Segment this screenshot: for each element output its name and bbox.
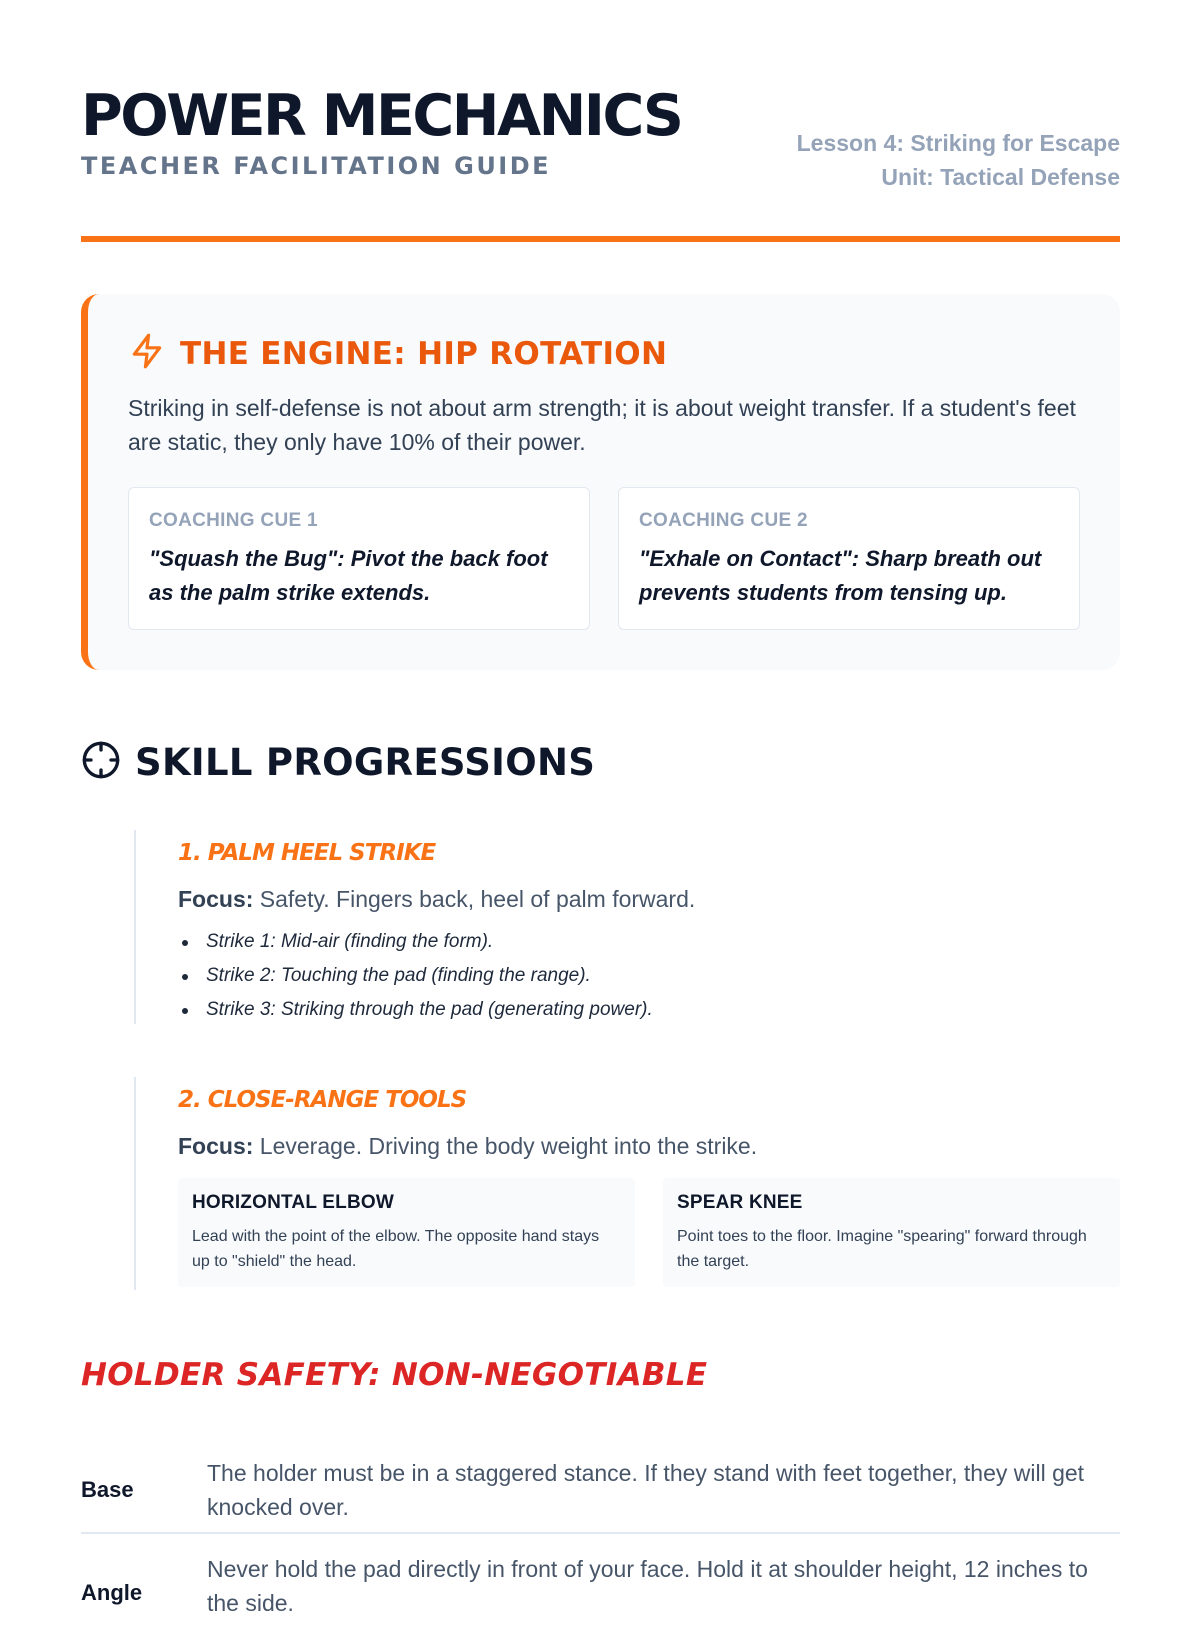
- progression-palm-heel: [134, 830, 1120, 1024]
- lesson-meta: [797, 126, 1120, 194]
- strike-steps: [178, 925, 1120, 1027]
- engine-description: Striking in self-defense is not about arm strength; it is about weight transfer. If a student's feet are static, they only have 10% of their power.: [128, 395, 1076, 455]
- progression-focus: [178, 1133, 1120, 1160]
- progression-focus: [178, 886, 1120, 913]
- safety-row-text: The holder must be in a staggered stance. If they stand with feet together, they will get knocked over.: [207, 1460, 1085, 1520]
- skill-progressions-title: SKILL PROGRESSIONS: [135, 741, 596, 784]
- progression-close-range: [134, 1077, 1120, 1290]
- holder-safety-title: HOLDER SAFETY: NON-NEGOTIABLE: [81, 1357, 708, 1393]
- cue-text: "Squash the Bug": Pivot the back foot as the palm strike extends.: [149, 546, 548, 605]
- page-subtitle: TEACHER FACILITATION GUIDE: [81, 152, 552, 180]
- focus-label: Focus:: [178, 886, 254, 912]
- lightning-bolt-icon: [128, 332, 166, 375]
- coaching-cue-card: [128, 487, 590, 630]
- engine-heading: [128, 332, 1080, 375]
- list-item: Strike 2: Touching the pad (finding the range).: [178, 959, 1120, 993]
- progression-title: 2. CLOSE-RANGE TOOLS: [178, 1087, 467, 1113]
- engine-card: [81, 294, 1120, 670]
- cue-text: "Exhale on Contact": Sharp breath out prevents students from tensing up.: [639, 546, 1042, 605]
- tool-text: Lead with the point of the elbow. The opposite hand stays up to "shield" the head.: [192, 1228, 600, 1270]
- page-title: POWER MECHANICS: [81, 83, 682, 149]
- coaching-cue-card: [618, 487, 1080, 630]
- page-header: [81, 84, 1120, 244]
- close-range-tools: [178, 1178, 1120, 1287]
- tool-card: [663, 1178, 1120, 1287]
- focus-text: Leverage. Driving the body weight into the strike.: [259, 1133, 758, 1159]
- list-item: Strike 1: Mid-air (finding the form).: [178, 925, 1120, 959]
- tool-text: Point toes to the floor. Imagine "spearing" forward through the target.: [677, 1228, 1087, 1270]
- cue-label: COACHING CUE 1: [149, 510, 318, 531]
- safety-row-label: Base: [81, 1477, 134, 1502]
- unit-label: Unit: Tactical Defense: [881, 164, 1120, 190]
- progression-title: 1. PALM HEEL STRIKE: [178, 840, 436, 866]
- crosshair-icon: [81, 740, 121, 785]
- tool-title: SPEAR KNEE: [677, 1192, 803, 1213]
- engine-title: THE ENGINE: HIP ROTATION: [180, 335, 668, 372]
- skill-progressions-heading: [81, 740, 595, 785]
- header-divider: [81, 236, 1120, 242]
- safety-row: [81, 1448, 1120, 1534]
- safety-row: [81, 1552, 1120, 1632]
- tool-card: [178, 1178, 635, 1287]
- cue-label: COACHING CUE 2: [639, 510, 808, 531]
- safety-row-label: Angle: [81, 1580, 143, 1605]
- coaching-cues: [128, 487, 1080, 630]
- focus-label: Focus:: [178, 1133, 254, 1159]
- focus-text: Safety. Fingers back, heel of palm forward.: [259, 886, 696, 912]
- safety-row-text: Never hold the pad directly in front of your face. Hold it at shoulder height, 12 inches to the side.: [207, 1556, 1088, 1616]
- list-item: Strike 3: Striking through the pad (generating power).: [178, 993, 1120, 1027]
- tool-title: HORIZONTAL ELBOW: [192, 1192, 394, 1213]
- lesson-label: Lesson 4: Striking for Escape: [796, 130, 1120, 156]
